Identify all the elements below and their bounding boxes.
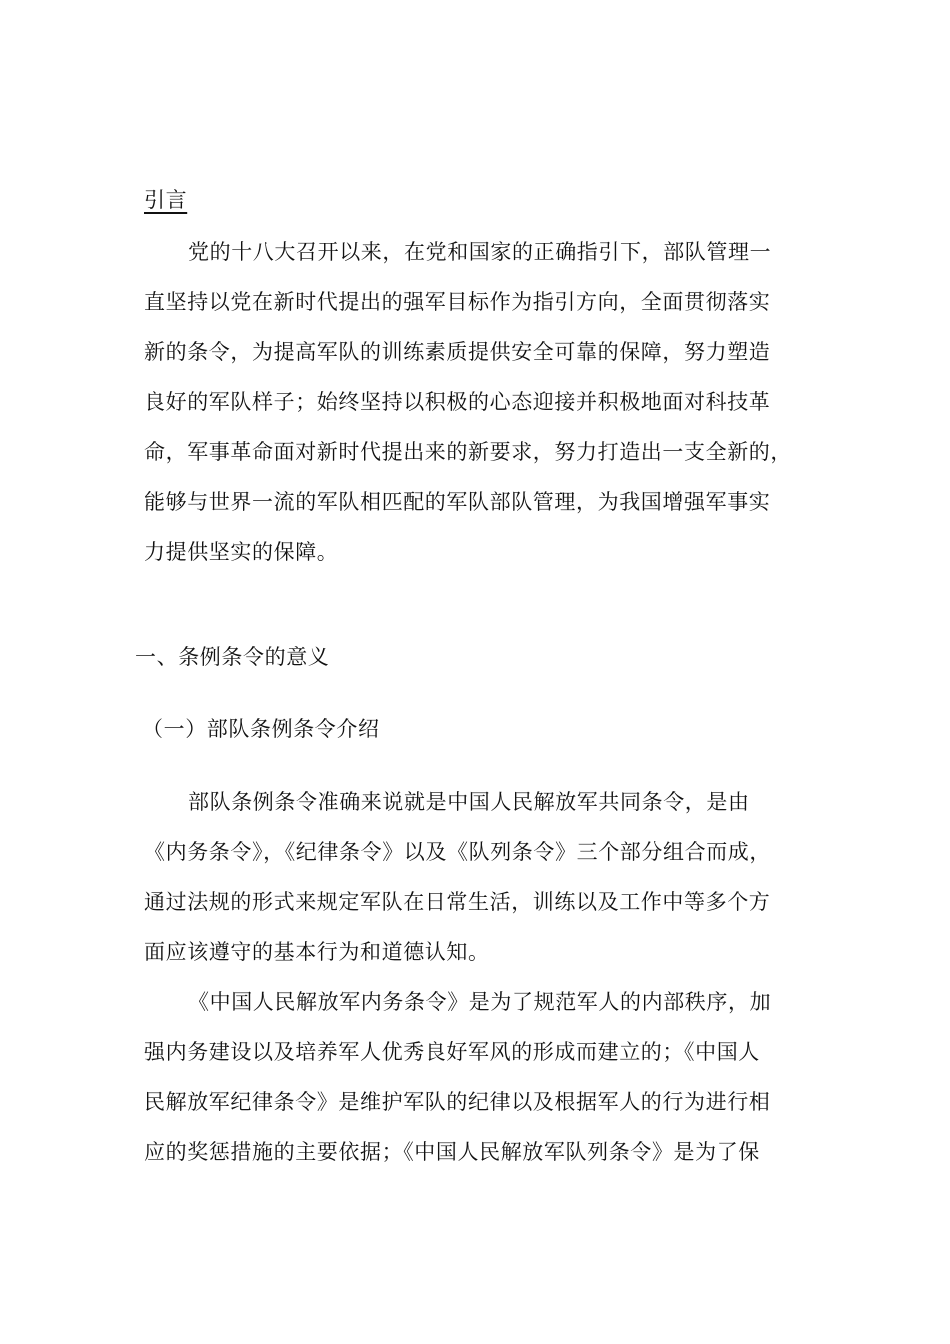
section-paragraph-line: 《内务条令》，《纪律条令》以及《队列条令》三个部分组合而成， (144, 840, 771, 864)
intro-paragraph-line: 新的条令，为提高军队的训练素质提供安全可靠的保障，努力塑造 (144, 340, 771, 364)
section-paragraph-line: 面应该遵守的基本行为和道德认知。 (144, 940, 490, 964)
intro-paragraph-line: 党的十八大召开以来，在党和国家的正确指引下，部队管理一 (188, 240, 772, 264)
section-paragraph-line: 强内务建设以及培养军人优秀良好军风的形成而建立的；《中国人 (144, 1040, 760, 1064)
section-paragraph-line: 应的奖惩措施的主要依据；《中国人民解放军队列条令》是为了保 (144, 1140, 760, 1164)
section-paragraph-line: 《中国人民解放军内务条令》是为了规范军人的内部秩序，加 (188, 990, 772, 1014)
intro-paragraph-line: 命，军事革命面对新时代提出来的新要求，努力打造出一支全新的， (144, 440, 792, 464)
intro-title: 引言 (144, 188, 188, 212)
section-subheading: （一）部队条例条令介绍 (142, 717, 380, 741)
section-heading: 一、条例条令的意义 (135, 645, 330, 669)
intro-paragraph-line: 能够与世界一流的军队相匹配的军队部队管理，为我国增强军事实 (144, 490, 771, 514)
section-paragraph-line: 民解放军纪律条令》是维护军队的纪律以及根据军人的行为进行相 (144, 1090, 771, 1114)
section-paragraph-line: 通过法规的形式来规定军队在日常生活，训练以及工作中等多个方 (144, 890, 771, 914)
section-paragraph-line: 部队条例条令准确来说就是中国人民解放军共同条令，是由 (188, 790, 750, 814)
intro-paragraph-line: 直坚持以党在新时代提出的强军目标作为指引方向，全面贯彻落实 (144, 290, 771, 314)
intro-paragraph-line: 良好的军队样子；始终坚持以积极的心态迎接并积极地面对科技革 (144, 390, 771, 414)
intro-paragraph-line: 力提供坚实的保障。 (144, 540, 339, 564)
